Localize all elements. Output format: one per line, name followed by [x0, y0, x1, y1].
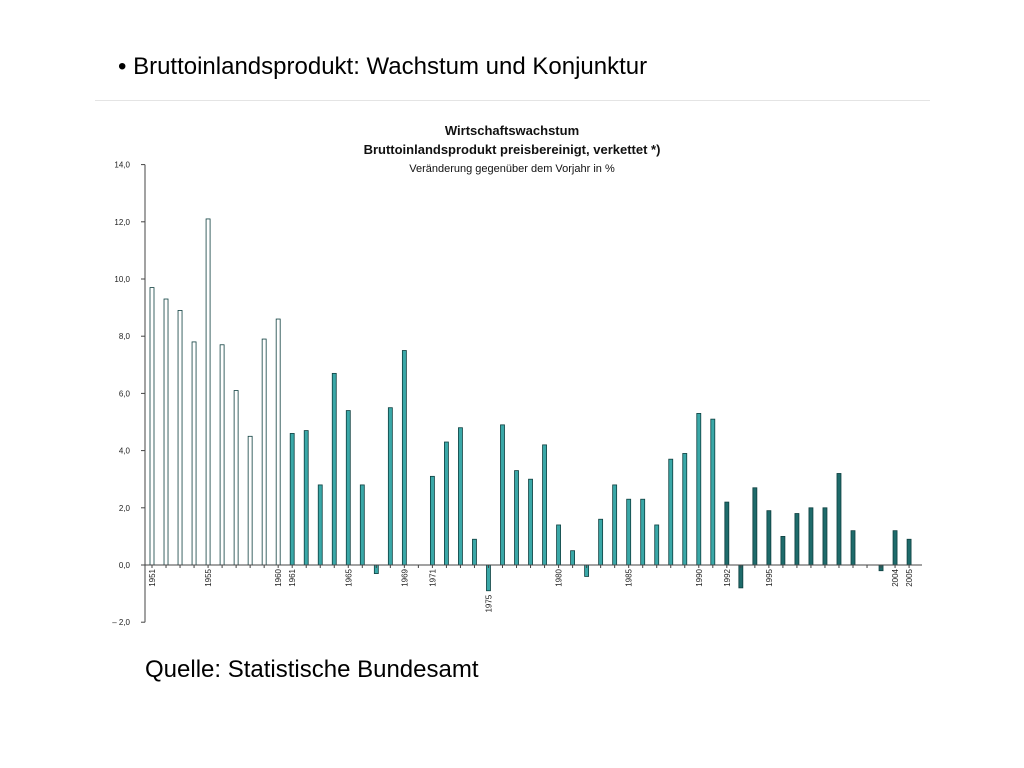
bar-1954 [192, 342, 196, 565]
bar-1996 [781, 536, 785, 565]
y-tick-label: – 2,0 [112, 618, 130, 628]
x-tick-label: 2004 [891, 569, 901, 587]
bar-1975 [486, 565, 490, 591]
bar-1974 [472, 539, 476, 565]
bar-1952 [164, 299, 168, 565]
bar-1998 [809, 508, 813, 565]
y-tick-label: 10,0 [114, 275, 130, 284]
bar-1994 [753, 488, 757, 565]
bar-1980 [557, 525, 561, 565]
bar-1981 [571, 551, 575, 565]
bar-1979 [543, 445, 547, 565]
bar-1968 [388, 408, 392, 565]
bar-1959 [262, 339, 266, 565]
x-tick-label: 1990 [694, 569, 704, 587]
bar-1978 [529, 479, 533, 565]
bar-1999 [823, 508, 827, 565]
bar-1960 [276, 319, 280, 565]
x-tick-label: 1965 [344, 569, 354, 587]
bar-1991 [711, 419, 715, 565]
bar-1963 [318, 485, 322, 565]
x-tick-label: 1985 [624, 569, 634, 587]
y-tick-label: 12,0 [114, 217, 130, 227]
x-tick-label: 1992 [722, 569, 732, 587]
bar-1987 [655, 525, 659, 565]
x-tick-label: 1955 [204, 569, 214, 587]
x-tick-label: 1971 [428, 569, 438, 587]
bar-2005 [907, 539, 911, 565]
y-tick-label: 0,0 [118, 561, 130, 570]
bar-1990 [697, 413, 701, 565]
bar-1985 [627, 499, 631, 565]
bar-1989 [683, 453, 687, 565]
bar-1988 [669, 459, 673, 565]
chart-title: Wirtschaftswachstum [444, 123, 580, 138]
bar-1961 [290, 433, 294, 565]
x-tick-label: 1980 [554, 569, 564, 587]
x-tick-label: 2005 [905, 569, 915, 587]
bar-1971 [430, 476, 434, 565]
bar-1955 [206, 219, 210, 565]
bar-1976 [501, 425, 505, 565]
bar-1997 [795, 514, 799, 565]
bar-1957 [234, 391, 238, 565]
bar-1993 [739, 565, 743, 588]
bar-1995 [767, 511, 771, 565]
bars [150, 219, 911, 591]
bar-2001 [851, 531, 855, 565]
y-tick-label: 6,0 [118, 389, 130, 399]
bar-1973 [458, 428, 462, 565]
y-tick-label: 4,0 [118, 446, 130, 456]
x-axis [145, 565, 922, 613]
bar-1964 [332, 373, 336, 565]
y-tick-label: 2,0 [118, 503, 130, 513]
bar-1958 [248, 436, 252, 565]
bar-1977 [515, 471, 519, 565]
x-tick-label: 1951 [148, 569, 157, 587]
bar-2004 [893, 531, 897, 565]
x-tick-label: 1961 [288, 569, 298, 587]
bar-1969 [402, 351, 406, 566]
bar-1956 [220, 345, 224, 565]
bar-1972 [444, 442, 448, 565]
slide-heading: • Bruttoinlandsprodukt: Wachstum und Konjunktur [118, 53, 648, 80]
bar-1984 [613, 485, 617, 565]
x-tick-label: 1975 [484, 594, 494, 613]
y-axis [112, 161, 145, 628]
bar-1953 [178, 310, 182, 565]
bar-1965 [346, 411, 350, 565]
source-note: Quelle: Statistische Bundesamt [145, 656, 479, 683]
x-tick-label: 1960 [274, 569, 284, 587]
bar-1966 [360, 485, 364, 565]
bar-1983 [599, 519, 603, 565]
chart-subtitle: Bruttoinlandsprodukt preisbereinigt, verkettet *) [363, 142, 661, 157]
bar-2000 [837, 473, 841, 565]
chart-subtitle-2: Veränderung gegenüber dem Vorjahr in % [409, 163, 615, 175]
y-tick-label: 8,0 [118, 332, 130, 342]
x-tick-label: 1995 [764, 569, 774, 587]
x-tick-label: 1969 [400, 569, 410, 587]
bar-1992 [725, 502, 729, 565]
bar-1962 [304, 431, 308, 565]
bar-1986 [641, 499, 645, 565]
y-tick-label: 14,0 [114, 160, 130, 170]
bar-1951 [150, 288, 154, 565]
